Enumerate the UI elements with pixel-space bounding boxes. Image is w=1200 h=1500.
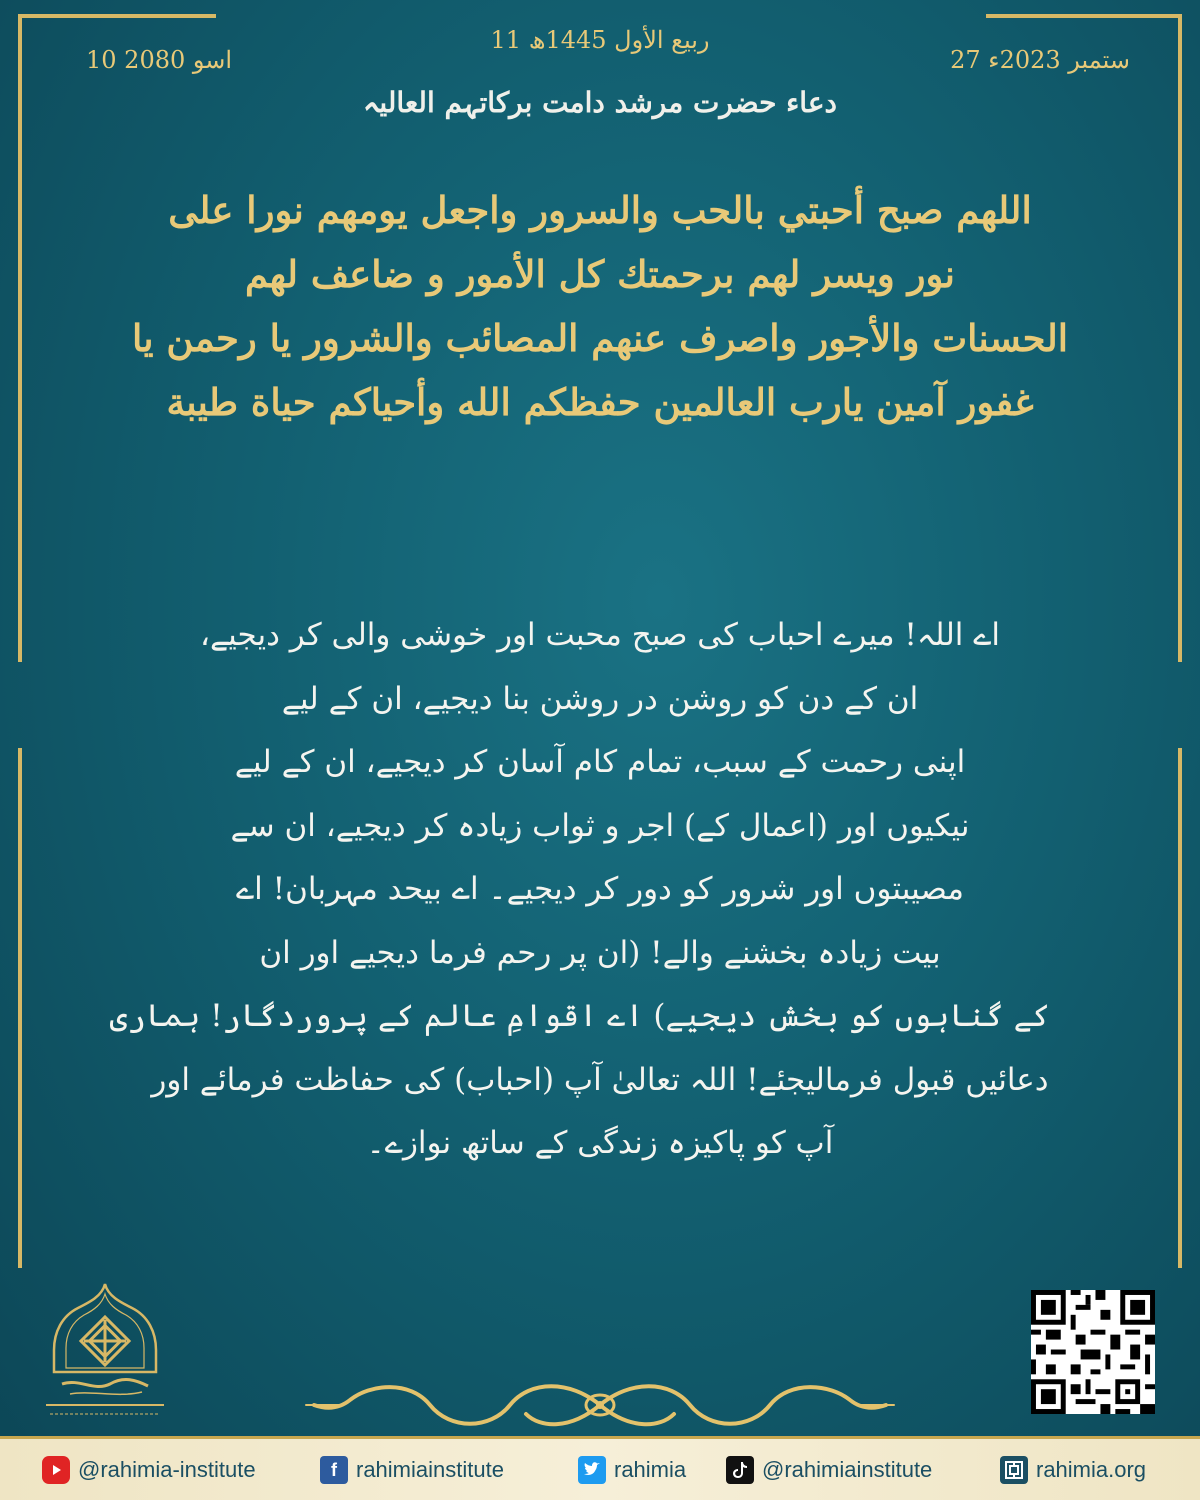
urdu-line: دعائیں قبول فرمالیجئے! اللہ تعالیٰ آپ (احباب) کی حفاظت فرمائے اور: [151, 1061, 1049, 1098]
website-link[interactable]: [1000, 1453, 1146, 1487]
hijri-date: 11 ربیع الأول 1445ھ: [490, 26, 710, 54]
frame-left-lower: [18, 748, 22, 1268]
rahimia-logo-icon: [40, 1280, 170, 1430]
arabic-prayer: [90, 178, 1110, 434]
bikrami-date: 10 اسو 2080: [86, 46, 233, 74]
twitter-handle: rahimia: [614, 1457, 687, 1482]
facebook-link[interactable]: [320, 1453, 504, 1487]
urdu-line: نیکیوں اور (اعمال کے) اجر و ثواب زیادہ کر دیجیے، ان سے: [230, 807, 970, 844]
arabic-line: الحسنات والأجور واصرف عنهم المصائب والشرور يا رحمن يا: [131, 316, 1069, 360]
tiktok-icon: [726, 1456, 754, 1484]
twitter-link[interactable]: [578, 1453, 686, 1487]
qr-code-icon[interactable]: [1031, 1290, 1155, 1414]
youtube-handle: @rahimia-institute: [78, 1457, 256, 1482]
twitter-icon: [578, 1456, 606, 1484]
urdu-line: بیت زیادہ بخشنے والے! (ان پر رحم فرما دیجیے اور ان: [259, 934, 941, 971]
arabic-line: نور ويسر لهم برحمتك كل الأمور و ضاعف لهم: [245, 252, 955, 296]
website-icon: [1000, 1456, 1028, 1484]
gregorian-date: 27 ستمبر 2023ء: [950, 46, 1130, 74]
urdu-translation: [109, 604, 1050, 1176]
flourish-ornament-icon: [300, 1370, 900, 1440]
urdu-line: ان کے دن کو روشن در روشن بنا دیجیے، ان کے لیے: [281, 680, 919, 717]
urdu-line: اے اللہ! میرے احباب کی صبح محبت اور خوشی والی کر دیجیے،: [199, 617, 1001, 653]
facebook-handle: rahimiainstitute: [356, 1457, 504, 1482]
website-url: rahimia.org: [1036, 1457, 1147, 1482]
tiktok-handle: @rahimiainstitute: [762, 1457, 933, 1482]
frame-right-lower: [1178, 748, 1182, 1268]
urdu-line: کے گناہوں کو بخش دیجیے) اے اقوامِ عالم کے پروردگار! ہماری: [109, 998, 1050, 1034]
prayer-subtitle: دعاء حضرت مرشد دامت برکاتہم العالیہ: [362, 86, 838, 119]
urdu-line: مصیبتوں اور شرور کو دور کر دیجیے۔ اے بیحد مہربان! اے: [236, 871, 964, 907]
youtube-link[interactable]: [42, 1453, 256, 1487]
urdu-line: اپنی رحمت کے سبب، تمام کام آسان کر دیجیے، ان کے لیے: [234, 744, 966, 780]
arabic-line: اللهم صبح أحبتي بالحب والسرور واجعل يومهم نورا على: [168, 188, 1032, 232]
arabic-line: غفور آمين يارب العالمين حفظكم الله وأحياكم حياة طيبة: [166, 380, 1034, 424]
frame-top-left: [18, 14, 216, 18]
youtube-icon: [42, 1456, 70, 1484]
facebook-icon: f: [320, 1456, 348, 1484]
tiktok-link[interactable]: [726, 1453, 932, 1487]
social-footer: [0, 1436, 1200, 1500]
frame-top-right: [986, 14, 1182, 18]
urdu-line: آپ کو پاکیزہ زندگی کے ساتھ نوازے۔: [366, 1125, 834, 1161]
